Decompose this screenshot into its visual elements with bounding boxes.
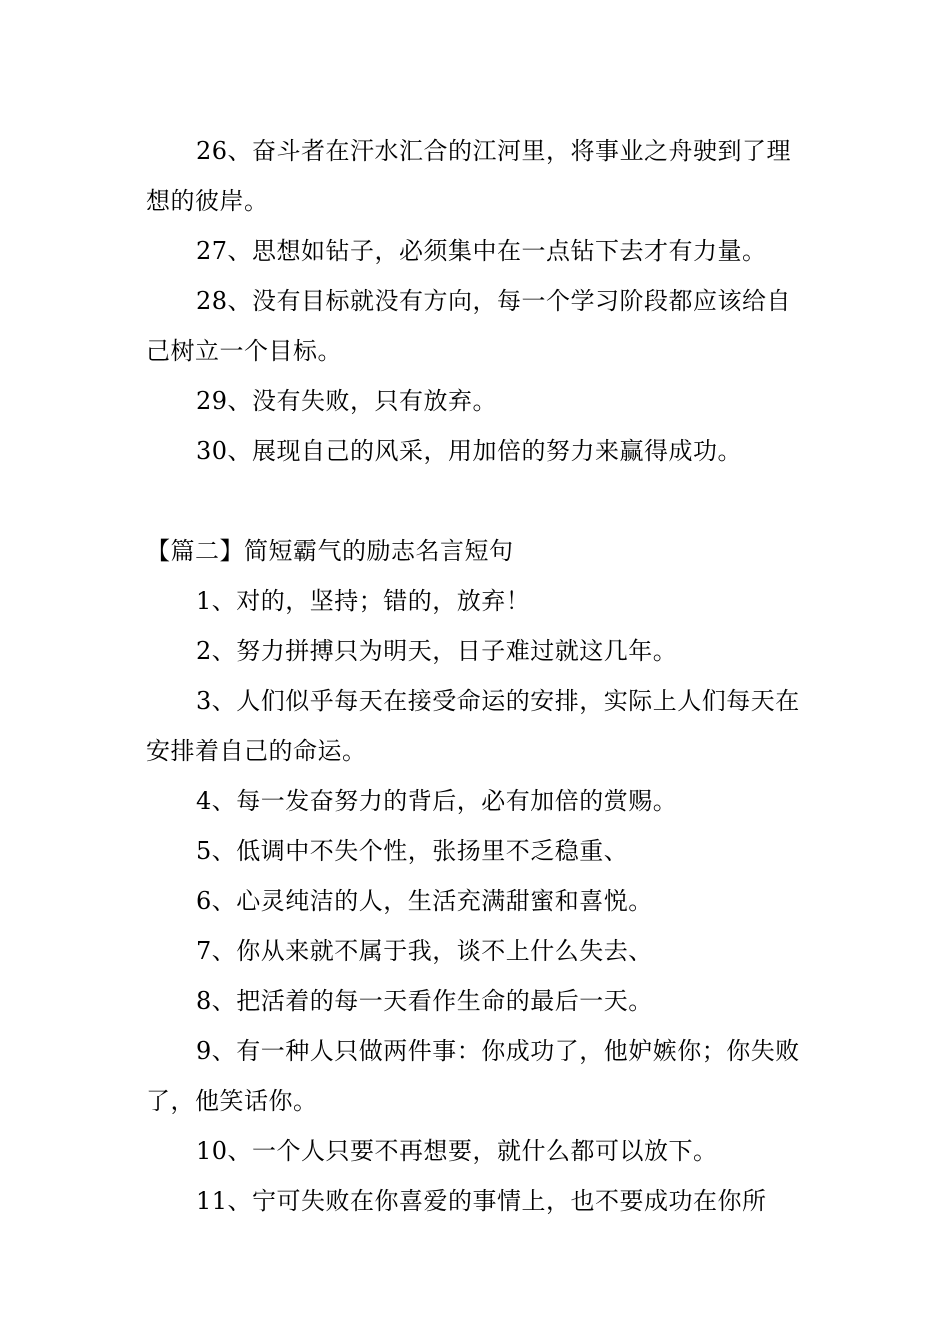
quote-11: 11、宁可失败在你喜爱的事情上，也不要成功在你所 <box>196 1187 767 1215</box>
quote-10: 10、一个人只要不再想要，就什么都可以放下。 <box>196 1137 718 1165</box>
quote-2: 2、努力拼搏只为明天，日子难过就这几年。 <box>196 637 678 665</box>
quote-5: 5、低调中不失个性，张扬里不乏稳重、 <box>196 837 629 865</box>
document-page <box>146 0 810 1226</box>
quote-6: 6、心灵纯洁的人，生活充满甜蜜和喜悦。 <box>196 887 653 915</box>
quote-30: 30、展现自己的风采，用加倍的努力来赢得成功。 <box>196 437 743 465</box>
quote-28: 28、没有目标就没有方向，每一个学习阶段都应该给自己树立一个目标。 <box>146 287 792 365</box>
quote-8: 8、把活着的每一天看作生命的最后一天。 <box>196 987 653 1015</box>
quote-3: 3、人们似乎每天在接受命运的安排，实际上人们每天在安排着自己的命运。 <box>146 687 800 765</box>
quote-9: 9、有一种人只做两件事：你成功了，他妒嫉你；你失败了，他笑话你。 <box>146 1037 800 1115</box>
quote-26: 26、奋斗者在汗水汇合的江河里，将事业之舟驶到了理想的彼岸。 <box>146 137 792 215</box>
section-heading: 【篇二】简短霸气的励志名言短句 <box>146 537 514 565</box>
quote-1: 1、对的，坚持；错的，放弃！ <box>196 587 531 615</box>
quote-29: 29、没有失败，只有放弃。 <box>196 387 498 415</box>
quote-4: 4、每一发奋努力的背后，必有加倍的赏赐。 <box>196 787 678 815</box>
quote-27: 27、思想如钻子，必须集中在一点钻下去才有力量。 <box>196 237 767 265</box>
quote-7: 7、你从来就不属于我，谈不上什么失去、 <box>196 937 653 965</box>
